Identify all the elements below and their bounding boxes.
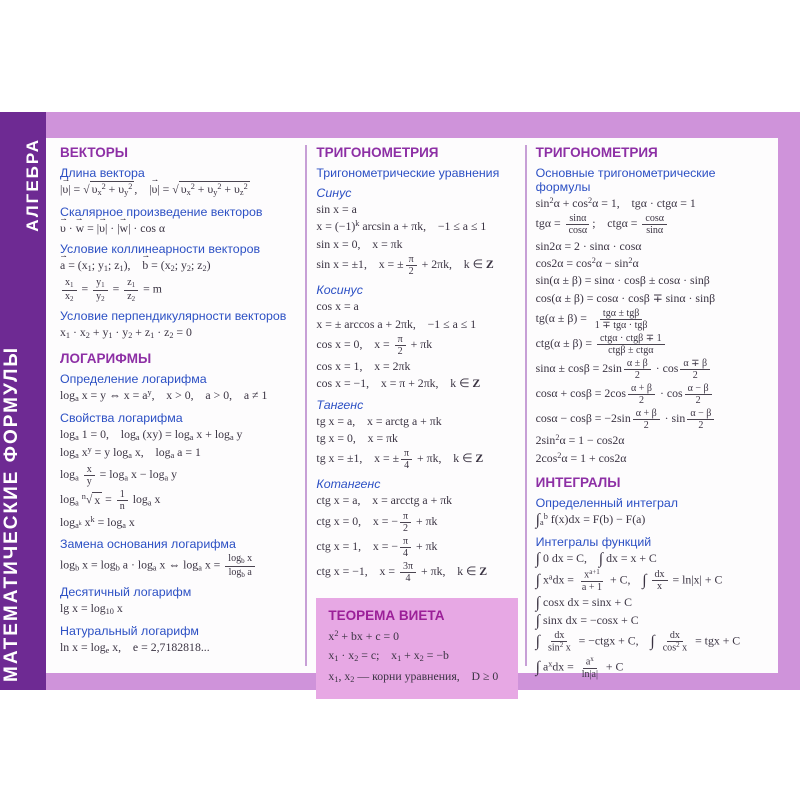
subsection-label: Котангенс (316, 477, 381, 492)
subsection-label: Косинус (316, 283, 363, 298)
formula-line: $\cos 2\alpha = \cos^2\alpha - \sin^2\alpha$ (535, 255, 639, 270)
section-header: ИНТЕГРАЛЫ (535, 475, 621, 491)
formula-line: cosα + cosβ = 2cos $\frac{\alpha + \beta}{2}$ · cos $\frac{\alpha - \beta}{2}$ (536, 383, 768, 406)
subsection-label: Натуральный логарифм (60, 624, 199, 639)
formula-line: sin x = ±1, x = ± $\frac{\pi}{2}$ + 2πk, k ∈ Z (316, 254, 494, 278)
formula-line: ctg(α ± β) = ctgα · ctgβ ∓ 1 ctgβ ± ctgα (536, 333, 768, 356)
subsection-label: Основные тригонометрические формулы (535, 166, 716, 194)
formula-line: $\log_a 1 = 0$, $\log_a (xy) = \log_a x + \log_a y$ (60, 426, 243, 442)
formula-line: tg x = ±1, x = ± $\frac{\pi}{4}$ + πk, k ∈ Z (316, 448, 484, 472)
formula-line: $2\cos^2\alpha = 1 + \cos 2\alpha$ (535, 450, 627, 465)
formula-line: ∫ $a^xdx$ = $\frac{a^x}{\ln|a|}$ + C (535, 654, 624, 680)
formula-line: a ⇀ = ($x_1$; $y_1$; $z_1$), b ⇀ = ($x_2$; $y_2$; $z_2$) (60, 258, 294, 275)
subsection-label: Десятичный логарифм (60, 585, 192, 600)
formula-line: ∫ $x^adx$ = $\frac{x^{a+1}}{a + 1}$ + C, ∫ $\frac{dx}{x}$ = ln|x| + C (535, 568, 723, 593)
sidebar-title-math-formulas: МАТЕМАТИЧЕСКИЕ ФОРМУЛЫ (1, 346, 22, 682)
formula-line: tg x = 0, x = πk (316, 430, 398, 445)
formula-line: cosα − cosβ = −2sin $\frac{\alpha + \beta}{2}$ · sin $\frac{\alpha - \beta}{2}$ (536, 408, 768, 431)
section-header: ЛОГАРИФМЫ (60, 350, 152, 366)
column-vectors-logarithms (60, 143, 300, 668)
column-trig-equations (316, 143, 519, 685)
formula-line: $\log_{a^k} x^k = \log_a x$ (60, 514, 135, 530)
card-content (46, 138, 778, 685)
formula-line: tgα = $\frac{\sin\alpha}{\cos\alpha}$ ; ctgα = $\frac{\cos\alpha}{\sin\alpha}$ (536, 213, 768, 236)
formula-line: ∫ cosx dx = sinx + C (535, 594, 632, 612)
column-divider (525, 145, 527, 666)
formula-line: $x^2$ + bx + c = 0 (328, 628, 400, 643)
formula-line: $\int_a^b$ f(x)dx = F(b) − F(a) (535, 511, 646, 529)
subsection-label: Определенный интеграл (535, 496, 679, 511)
formula-line: x = ± arccos a + 2πk, −1 ≤ a ≤ 1 (316, 316, 477, 331)
sidebar-title-algebra: АЛГЕБРА (23, 138, 42, 232)
formula-line: ctg x = 1, x = − $\frac{\pi}{4}$ + πk (316, 535, 438, 559)
formula-line: $\log_a$ $\frac{x}{y}$ = $\log_a x - \log_a y$ (60, 464, 178, 488)
subsection-label: Замена основания логарифма (60, 537, 236, 552)
subsection-label: Определение логарифма (60, 371, 207, 386)
subsection-label: Тригонометрические уравнения (316, 166, 500, 180)
section-header: ВЕКТОРЫ (60, 145, 128, 160)
section-header: ТРИГОНОМЕТРИЯ (316, 145, 439, 160)
section-header: ТЕОРЕМА ВИЕТА (328, 607, 445, 623)
formula-line: tg(α ± β) = tgα ± tgβ 1 ∓ tgα · tgβ (535, 307, 648, 331)
formula-line: $\sin^2\alpha + \cos^2\alpha = 1$, tgα · ctgα = 1 (535, 196, 696, 211)
formula-line: $2\sin^2\alpha = 1 - \cos 2\alpha$ (535, 433, 625, 448)
subsection-label: Синус (316, 186, 352, 200)
formula-line: $x_1 \cdot x_2 = c$; $x_1 + x_2 = -b$ (328, 648, 449, 664)
formula-line: cos x = 1, x = 2πk (316, 358, 411, 373)
formula-line: ctg x = a, x = arcctg a + πk (316, 493, 453, 508)
formula-line: sin2α = 2 · sinα · cosα (535, 238, 642, 253)
formula-line: cos(α ± β) = cosα · cosβ ∓ sinα · sinβ (535, 290, 716, 305)
formula-line: sin x = 0, x = πk (316, 236, 403, 251)
formula-line: ctg x = −1, x = $\frac{3\pi}{4}$ + πk, k ∈ Z (316, 560, 488, 584)
formula-line: cos x = −1, x = π + 2πk, k ∈ Z (316, 376, 481, 391)
formula-line: $\frac{x_1}{x_2}$ = $\frac{y_1}{y_2}$ = $\frac{z_1}{z_2}$ = m (60, 277, 294, 303)
formula-line: $\log_a x = y$ ⇔ $x = a^y$, x > 0, a > 0, a ≠ 1 (60, 387, 268, 403)
subsection-label: Длина вектора (60, 166, 145, 180)
formula-line: ∫ $\frac{dx}{\sin^2 x}$ = −ctgx + C, ∫ $\frac{dx}{\cos^2 x}$ = tgx + C (535, 630, 741, 654)
formula-line: $\log_a x^y = y$ $\log_a x$, $\log_a a = 1$ (60, 445, 201, 461)
formula-line: $\ln x = \log_e x$, e = 2,7182818... (60, 640, 210, 656)
formula-line: cos x = 0, x = $\frac{\pi}{2}$ + πk (316, 333, 433, 357)
formula-line: $x_1 \cdot x_2 + y_1 \cdot y_2 + z_1 \cdot z_2 = 0$ (60, 324, 192, 341)
subsection-label: Условие коллинеарности векторов (60, 242, 261, 257)
column-divider (305, 145, 307, 666)
formula-card (0, 112, 800, 690)
formula-line: $\log_b x = \log_b a \cdot \log_a x$ ⇔ $\log_a x$ = $\frac{\log_b x}{\log_b a}$ (60, 553, 294, 579)
formula-line: υ ⇀ · w ⇀ = |υ ⇀| · |w ⇀| · cos α (60, 221, 294, 236)
subsection-label: Условие перпендикулярности векторов (60, 308, 287, 323)
subsection-label: Интегралы функций (535, 535, 652, 550)
subsection-label: Тангенс (316, 397, 364, 412)
column-trig-formulas-integrals (535, 143, 772, 680)
sidebar (0, 112, 46, 690)
subsection-label: Свойства логарифма (60, 410, 183, 425)
formula-line: $\log_a ^n√$ x = $\frac{1}{n}$ $\log_a x$ (60, 489, 161, 513)
subsection-label: Скалярное произведение векторов (60, 204, 263, 219)
formula-line: sin(α ± β) = sinα · cosβ ± cosα · sinβ (535, 273, 710, 288)
formula-line: ctg x = 0, x = − $\frac{\pi}{2}$ + πk (316, 510, 438, 534)
formula-line: $\lg x = \log_{10} x$ (60, 601, 123, 617)
vieta-theorem-box (316, 598, 517, 699)
formula-line: $x_1$, $x_2$ — корни уравнения, D ≥ 0 (328, 669, 499, 685)
section-header: ТРИГОНОМЕТРИЯ (535, 145, 658, 160)
formula-line: ∫ 0 dx = C, ∫ dx = x + C (535, 550, 657, 568)
formula-line: sinα ± cosβ = 2sin $\frac{\alpha \pm \beta}{2}$ · cos $\frac{\alpha \mp \beta}{2}$ (536, 358, 768, 381)
formula-line: tg x = a, x = arctg a + πk (316, 413, 442, 428)
formula-line: sin x = a (316, 202, 357, 216)
formula-line: |υ ⇀| = √ $\upsilon_x^2 + \upsilon_y^2$ , |υ ⇀| = √ $\upsilon_x^2 + \upsilon_y^2 + \upsilon_z^2$ (60, 182, 294, 199)
formula-line: cos x = a (316, 299, 359, 314)
formula-line: ∫ sinx dx = −cosx + C (535, 612, 639, 630)
formula-line: $x = (-1)^k$ arcsin a + πk, −1 ≤ a ≤ 1 (316, 219, 487, 234)
